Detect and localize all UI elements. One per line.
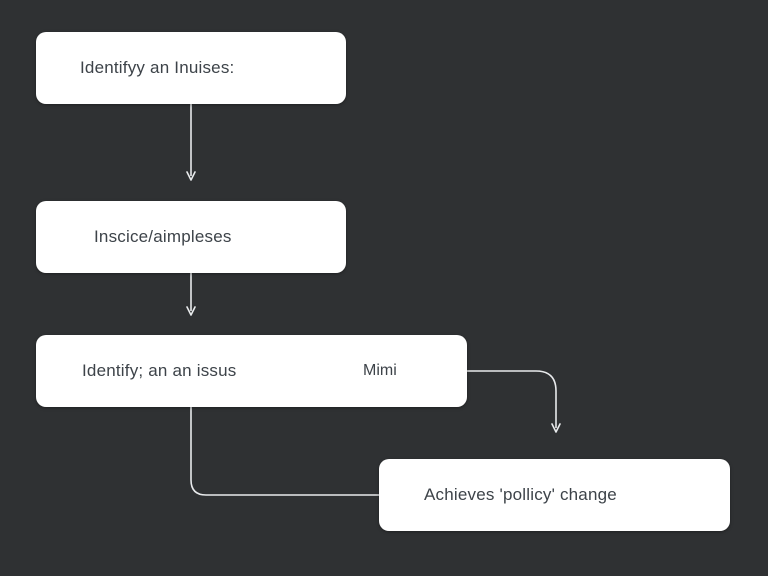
- node-label: Inscice/aimpleses: [94, 227, 232, 246]
- node-inscice-aimpleses[interactable]: [36, 201, 346, 273]
- edge-n4-n3: [191, 407, 379, 495]
- node-label: Identify; an an issus: [82, 361, 237, 380]
- node-achieves-policy-change[interactable]: [379, 459, 730, 531]
- node-side-label: Mimi: [363, 362, 397, 379]
- node-identify-an-issue[interactable]: [36, 335, 467, 407]
- node-label: Achieves 'pollicy' change: [424, 485, 617, 504]
- node-identify-issue[interactable]: [36, 32, 346, 104]
- node-label: Identifyy an Inuises:: [80, 58, 235, 77]
- edge-n3-n4: [467, 371, 556, 428]
